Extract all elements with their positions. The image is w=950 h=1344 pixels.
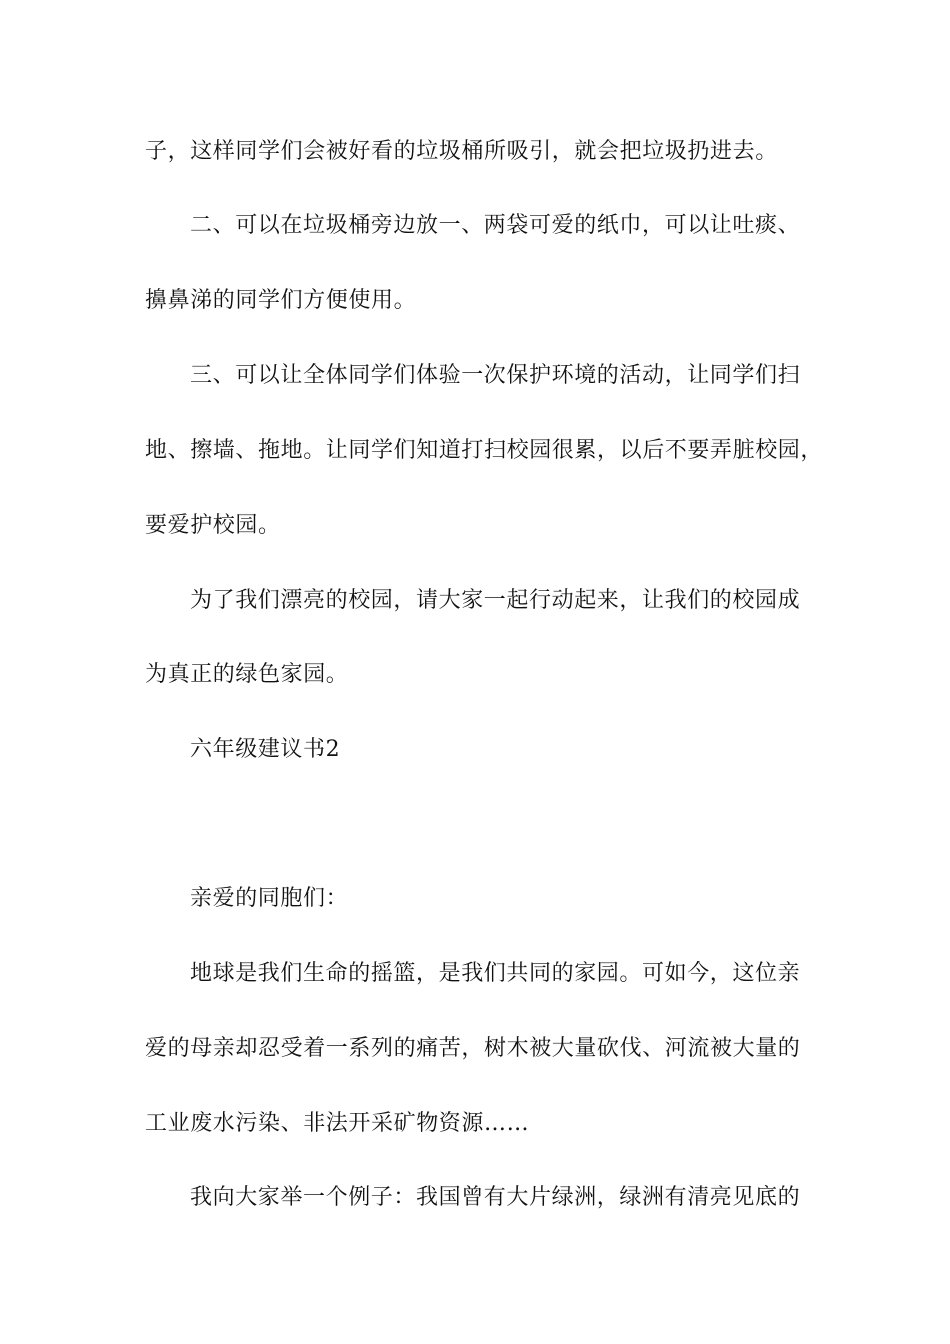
text-line: 为了我们漂亮的校园，请大家一起行动起来，让我们的校园成 bbox=[190, 588, 801, 613]
text-line: 要爱护校园。 bbox=[145, 513, 281, 538]
salutation: 亲爱的同胞们： bbox=[190, 886, 349, 911]
text-line: 地、擦墙、拖地。让同学们知道打扫校园很累，以后不要弄脏校园， bbox=[145, 438, 824, 463]
text-line: 三、可以让全体同学们体验一次保护环境的活动，让同学们扫 bbox=[190, 363, 801, 388]
section-heading: 六年级建议书2 bbox=[190, 737, 341, 762]
text-line: 爱的母亲却忍受着一系列的痛苦，树木被大量砍伐、河流被大量的 bbox=[145, 1036, 801, 1061]
text-line: 工业废水污染、非法开采矿物资源…… bbox=[145, 1111, 530, 1136]
text-line: 我向大家举一个例子：我国曾有大片绿洲，绿洲有清亮见底的 bbox=[190, 1185, 801, 1210]
text-line: 地球是我们生命的摇篮，是我们共同的家园。可如今，这位亲 bbox=[190, 961, 801, 986]
text-line: 为真正的绿色家园。 bbox=[145, 662, 349, 687]
text-line: 子，这样同学们会被好看的垃圾桶所吸引，就会把垃圾扔进去。 bbox=[145, 139, 778, 164]
text-line: 二、可以在垃圾桶旁边放一、两袋可爱的纸巾，可以让吐痰、 bbox=[190, 213, 801, 238]
text-line: 擤鼻涕的同学们方便使用。 bbox=[145, 288, 417, 313]
